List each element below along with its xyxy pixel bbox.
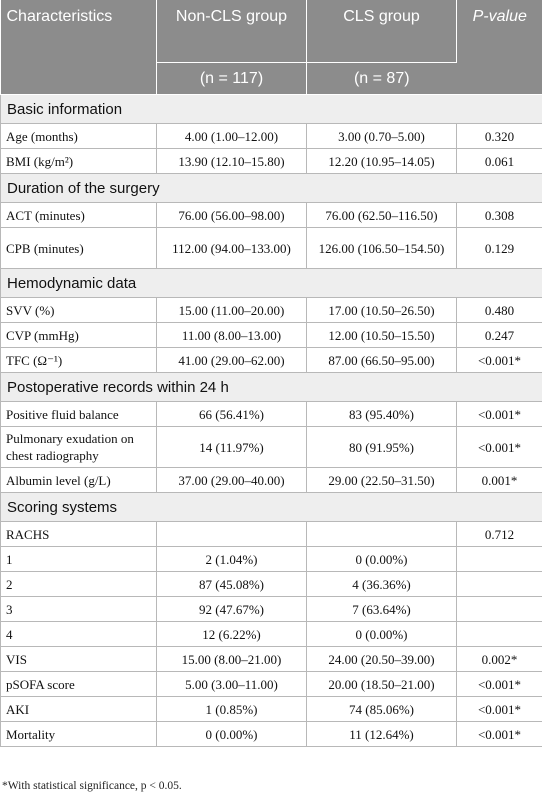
section-title: Postoperative records within 24 h (1, 373, 542, 402)
cls-value: 74 (85.06%) (307, 697, 457, 722)
header-non-cls: Non-CLS group (157, 0, 307, 63)
non-cls-value: 92 (47.67%) (157, 597, 307, 622)
row-label: CPB (minutes) (1, 228, 157, 269)
non-cls-value: 76.00 (56.00–98.00) (157, 203, 307, 228)
footnote: *With statistical significance, p < 0.05. (2, 780, 182, 792)
non-cls-value: 15.00 (11.00–20.00) (157, 298, 307, 323)
non-cls-value: 1 (0.85%) (157, 697, 307, 722)
row-label: VIS (1, 647, 157, 672)
table-row (1, 228, 542, 269)
table-row (1, 572, 542, 597)
header-characteristics: Characteristics (1, 0, 157, 95)
cls-value: 3.00 (0.70–5.00) (307, 124, 457, 149)
header-row (1, 0, 542, 63)
p-value: 0.129 (457, 228, 542, 269)
row-label: pSOFA score (1, 672, 157, 697)
header-n-non-cls: (n = 117) (157, 63, 307, 95)
cls-value: 24.00 (20.50–39.00) (307, 647, 457, 672)
p-value: <0.001* (457, 348, 542, 373)
p-value: <0.001* (457, 427, 542, 468)
non-cls-value: 2 (1.04%) (157, 547, 307, 572)
row-label: RACHS (1, 522, 157, 547)
non-cls-value: 5.00 (3.00–11.00) (157, 672, 307, 697)
p-value: 0.712 (457, 522, 542, 547)
row-label: TFC (Ω⁻¹) (1, 348, 157, 373)
section-header-row (1, 373, 542, 402)
cls-value: 80 (91.95%) (307, 427, 457, 468)
row-label: Positive fluid balance (1, 402, 157, 427)
p-value (457, 547, 542, 572)
row-label: SVV (%) (1, 298, 157, 323)
table-row (1, 203, 542, 228)
table-row (1, 647, 542, 672)
p-value: 0.480 (457, 298, 542, 323)
table-row (1, 722, 542, 747)
section-title: Scoring systems (1, 493, 542, 522)
table-row (1, 522, 542, 547)
p-value (457, 597, 542, 622)
cls-value: 87.00 (66.50–95.00) (307, 348, 457, 373)
p-value: <0.001* (457, 672, 542, 697)
row-label: Albumin level (g/L) (1, 468, 157, 493)
table-row (1, 348, 542, 373)
table-body (1, 95, 542, 747)
section-header-row (1, 493, 542, 522)
cls-value: 0 (0.00%) (307, 547, 457, 572)
row-label: 2 (1, 572, 157, 597)
non-cls-value: 112.00 (94.00–133.00) (157, 228, 307, 269)
row-label: Mortality (1, 722, 157, 747)
section-header-row (1, 269, 542, 298)
p-value: 0.061 (457, 149, 542, 174)
table-row (1, 622, 542, 647)
p-value: 0.002* (457, 647, 542, 672)
cls-value: 12.00 (10.50–15.50) (307, 323, 457, 348)
row-label: ACT (minutes) (1, 203, 157, 228)
cls-value: 83 (95.40%) (307, 402, 457, 427)
p-value: 0.247 (457, 323, 542, 348)
row-label: CVP (mmHg) (1, 323, 157, 348)
section-title: Hemodynamic data (1, 269, 542, 298)
cls-value: 17.00 (10.50–26.50) (307, 298, 457, 323)
table-row (1, 402, 542, 427)
non-cls-value: 37.00 (29.00–40.00) (157, 468, 307, 493)
non-cls-value: 14 (11.97%) (157, 427, 307, 468)
cls-value: 0 (0.00%) (307, 622, 457, 647)
p-value: 0.320 (457, 124, 542, 149)
cls-value: 126.00 (106.50–154.50) (307, 228, 457, 269)
section-header-row (1, 174, 542, 203)
p-value: <0.001* (457, 402, 542, 427)
table-row (1, 547, 542, 572)
non-cls-value: 66 (56.41%) (157, 402, 307, 427)
header-cls: CLS group (307, 0, 457, 63)
table-row (1, 124, 542, 149)
non-cls-value: 12 (6.22%) (157, 622, 307, 647)
non-cls-value (157, 522, 307, 547)
table-row (1, 468, 542, 493)
header-p-value: P-value (457, 0, 542, 95)
table-row (1, 298, 542, 323)
table-row (1, 323, 542, 348)
non-cls-value: 4.00 (1.00–12.00) (157, 124, 307, 149)
table-row (1, 427, 542, 468)
non-cls-value: 11.00 (8.00–13.00) (157, 323, 307, 348)
non-cls-value: 41.00 (29.00–62.00) (157, 348, 307, 373)
cls-value (307, 522, 457, 547)
row-label: 4 (1, 622, 157, 647)
non-cls-value: 15.00 (8.00–21.00) (157, 647, 307, 672)
cls-value: 12.20 (10.95–14.05) (307, 149, 457, 174)
table-row (1, 149, 542, 174)
non-cls-value: 13.90 (12.10–15.80) (157, 149, 307, 174)
non-cls-value: 87 (45.08%) (157, 572, 307, 597)
section-title: Duration of the surgery (1, 174, 542, 203)
p-value: <0.001* (457, 722, 542, 747)
table-row (1, 697, 542, 722)
section-title: Basic information (1, 95, 542, 124)
table-row (1, 672, 542, 697)
p-value (457, 622, 542, 647)
cls-value: 76.00 (62.50–116.50) (307, 203, 457, 228)
p-value (457, 572, 542, 597)
row-label: 1 (1, 547, 157, 572)
table-row (1, 597, 542, 622)
cls-value: 7 (63.64%) (307, 597, 457, 622)
header-n-cls: (n = 87) (307, 63, 457, 95)
cls-value: 20.00 (18.50–21.00) (307, 672, 457, 697)
non-cls-value: 0 (0.00%) (157, 722, 307, 747)
row-label: 3 (1, 597, 157, 622)
row-label: Age (months) (1, 124, 157, 149)
row-label: Pulmonary exudation on chest radiography (1, 427, 157, 468)
p-value: 0.001* (457, 468, 542, 493)
row-label: AKI (1, 697, 157, 722)
cls-value: 11 (12.64%) (307, 722, 457, 747)
row-label: BMI (kg/m²) (1, 149, 157, 174)
section-header-row (1, 95, 542, 124)
cls-value: 4 (36.36%) (307, 572, 457, 597)
p-value: <0.001* (457, 697, 542, 722)
cls-value: 29.00 (22.50–31.50) (307, 468, 457, 493)
p-value: 0.308 (457, 203, 542, 228)
